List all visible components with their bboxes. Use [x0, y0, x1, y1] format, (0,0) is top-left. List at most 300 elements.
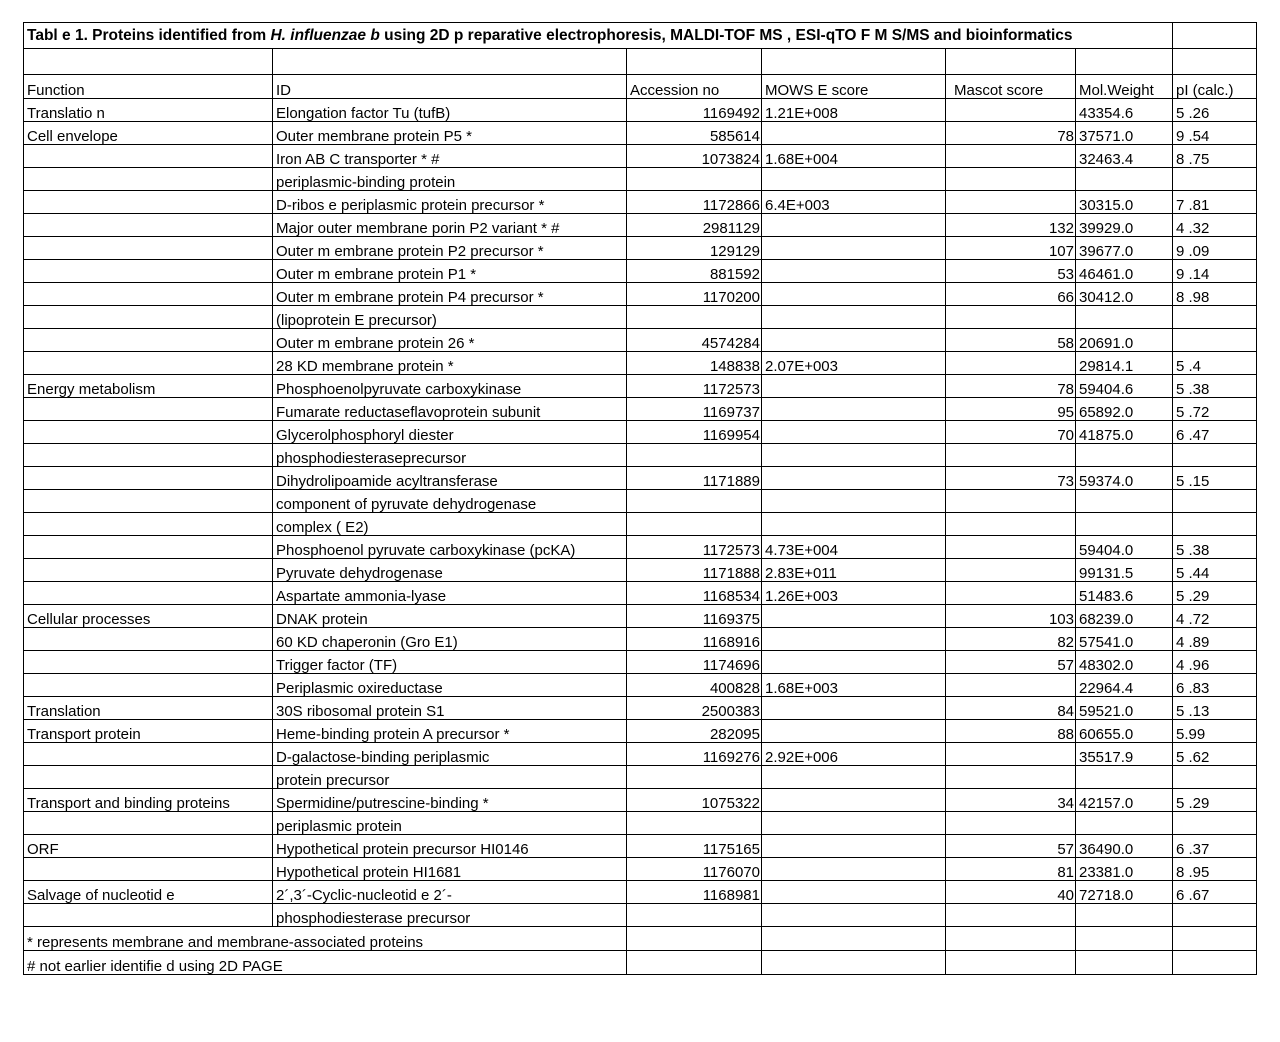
cell-mol-weight: 59404.6 — [1076, 375, 1173, 398]
cell-pi: 6 .37 — [1173, 835, 1257, 858]
cell-pi: 6 .47 — [1173, 421, 1257, 444]
column-header-function: Function — [24, 75, 273, 99]
cell-mowse-score — [762, 260, 946, 283]
cell-mowse-score — [762, 375, 946, 398]
cell-mowse-score — [762, 697, 946, 720]
cell-function: Cell envelope — [24, 122, 273, 145]
cell-mol-weight — [1076, 513, 1173, 536]
cell-mascot-score — [946, 743, 1076, 766]
cell-mascot-score — [946, 145, 1076, 168]
cell-mascot-score: 58 — [946, 329, 1076, 352]
cell-function — [24, 651, 273, 674]
cell-mascot-score — [946, 582, 1076, 605]
cell-accession: 1169492 — [627, 99, 762, 122]
cell-mascot-score: 34 — [946, 789, 1076, 812]
empty-cell — [1076, 927, 1173, 951]
cell-id: component of pyruvate dehydrogenase — [273, 490, 627, 513]
table-row — [24, 122, 1257, 145]
table-row — [24, 260, 1257, 283]
cell-function: Energy metabolism — [24, 375, 273, 398]
cell-mowse-score — [762, 283, 946, 306]
cell-function — [24, 858, 273, 881]
cell-mowse-score — [762, 720, 946, 743]
cell-mascot-score: 95 — [946, 398, 1076, 421]
cell-pi: 4 .89 — [1173, 628, 1257, 651]
title-organism: H. influenzae b — [270, 26, 380, 44]
cell-function — [24, 536, 273, 559]
cell-mowse-score — [762, 628, 946, 651]
empty-cell — [627, 49, 762, 75]
cell-id: Outer membrane protein P5 * — [273, 122, 627, 145]
cell-function — [24, 766, 273, 789]
cell-mol-weight — [1076, 306, 1173, 329]
cell-accession: 1172573 — [627, 375, 762, 398]
cell-accession: 1075322 — [627, 789, 762, 812]
table-row — [24, 214, 1257, 237]
cell-mol-weight — [1076, 812, 1173, 835]
empty-cell — [946, 951, 1076, 975]
cell-pi — [1173, 904, 1257, 927]
cell-mol-weight: 46461.0 — [1076, 260, 1173, 283]
cell-pi: 5 .29 — [1173, 582, 1257, 605]
cell-mascot-score — [946, 674, 1076, 697]
cell-pi: 5 .4 — [1173, 352, 1257, 375]
cell-accession: 282095 — [627, 720, 762, 743]
cell-id: Heme-binding protein A precursor * — [273, 720, 627, 743]
cell-mol-weight: 57541.0 — [1076, 628, 1173, 651]
cell-mol-weight: 43354.6 — [1076, 99, 1173, 122]
cell-mascot-score — [946, 490, 1076, 513]
cell-id: 2´,3´-Cyclic-nucleotid e 2´- — [273, 881, 627, 904]
cell-mol-weight: 68239.0 — [1076, 605, 1173, 628]
cell-function — [24, 559, 273, 582]
cell-pi: 5 .44 — [1173, 559, 1257, 582]
cell-pi: 5 .29 — [1173, 789, 1257, 812]
cell-id: Periplasmic oxireductase — [273, 674, 627, 697]
cell-mowse-score — [762, 766, 946, 789]
column-header-mascot: Mascot score — [946, 75, 1076, 99]
cell-function: Salvage of nucleotid e — [24, 881, 273, 904]
cell-pi: 6 .67 — [1173, 881, 1257, 904]
empty-cell — [1173, 49, 1257, 75]
cell-function — [24, 513, 273, 536]
empty-cell — [1076, 951, 1173, 975]
cell-id: phosphodiesterase precursor — [273, 904, 627, 927]
cell-id: periplasmic-binding protein — [273, 168, 627, 191]
cell-mowse-score: 1.68E+003 — [762, 674, 946, 697]
table-row — [24, 858, 1257, 881]
cell-function — [24, 398, 273, 421]
cell-id: protein precursor — [273, 766, 627, 789]
cell-function: Translatio n — [24, 99, 273, 122]
cell-mascot-score: 40 — [946, 881, 1076, 904]
cell-mascot-score — [946, 191, 1076, 214]
footnote: * represents membrane and membrane-associated proteins — [24, 927, 627, 951]
table-title-row — [24, 23, 1257, 49]
cell-pi: 9 .54 — [1173, 122, 1257, 145]
cell-id: D-ribos e periplasmic protein precursor * — [273, 191, 627, 214]
cell-accession: 1176070 — [627, 858, 762, 881]
cell-mascot-score: 66 — [946, 283, 1076, 306]
cell-mascot-score — [946, 812, 1076, 835]
cell-function — [24, 260, 273, 283]
cell-id: Iron AB C transporter * # — [273, 145, 627, 168]
table-row — [24, 398, 1257, 421]
table-row — [24, 99, 1257, 122]
cell-function — [24, 490, 273, 513]
cell-id: 60 KD chaperonin (Gro E1) — [273, 628, 627, 651]
cell-mol-weight: 42157.0 — [1076, 789, 1173, 812]
cell-mol-weight: 37571.0 — [1076, 122, 1173, 145]
cell-pi: 5 .15 — [1173, 467, 1257, 490]
table-row — [24, 191, 1257, 214]
cell-pi: 9 .09 — [1173, 237, 1257, 260]
cell-id: Outer m embrane protein P4 precursor * — [273, 283, 627, 306]
table-row — [24, 812, 1257, 835]
cell-pi — [1173, 513, 1257, 536]
empty-cell — [627, 951, 762, 975]
column-header-mowse: MOWS E score — [762, 75, 946, 99]
cell-mol-weight: 99131.5 — [1076, 559, 1173, 582]
cell-pi: 5.99 — [1173, 720, 1257, 743]
table-row — [24, 490, 1257, 513]
cell-accession: 1175165 — [627, 835, 762, 858]
protein-table — [23, 22, 1257, 975]
cell-pi: 4 .96 — [1173, 651, 1257, 674]
cell-mascot-score — [946, 536, 1076, 559]
cell-mowse-score — [762, 237, 946, 260]
cell-mowse-score — [762, 214, 946, 237]
cell-mol-weight: 59404.0 — [1076, 536, 1173, 559]
cell-accession: 1171889 — [627, 467, 762, 490]
cell-mascot-score — [946, 559, 1076, 582]
cell-function — [24, 582, 273, 605]
cell-pi: 8 .75 — [1173, 145, 1257, 168]
cell-mol-weight: 59374.0 — [1076, 467, 1173, 490]
cell-id: Outer m embrane protein P1 * — [273, 260, 627, 283]
cell-accession: 1169954 — [627, 421, 762, 444]
cell-mascot-score: 103 — [946, 605, 1076, 628]
table-row — [24, 168, 1257, 191]
empty-cell — [627, 927, 762, 951]
cell-mol-weight: 30315.0 — [1076, 191, 1173, 214]
cell-mowse-score — [762, 467, 946, 490]
cell-mol-weight: 39677.0 — [1076, 237, 1173, 260]
cell-mol-weight — [1076, 766, 1173, 789]
cell-mol-weight: 32463.4 — [1076, 145, 1173, 168]
cell-mascot-score: 88 — [946, 720, 1076, 743]
cell-mowse-score: 6.4E+003 — [762, 191, 946, 214]
table-row — [24, 743, 1257, 766]
cell-accession: 1168534 — [627, 582, 762, 605]
table-row — [24, 766, 1257, 789]
cell-mol-weight: 41875.0 — [1076, 421, 1173, 444]
cell-id: Hypothetical protein HI1681 — [273, 858, 627, 881]
cell-mowse-score — [762, 812, 946, 835]
cell-mascot-score — [946, 168, 1076, 191]
cell-mowse-score — [762, 858, 946, 881]
cell-id: Pyruvate dehydrogenase — [273, 559, 627, 582]
cell-function — [24, 214, 273, 237]
cell-mascot-score: 53 — [946, 260, 1076, 283]
column-header-pi: pI (calc.) — [1173, 75, 1257, 99]
cell-accession: 1168981 — [627, 881, 762, 904]
cell-mascot-score: 81 — [946, 858, 1076, 881]
table-row — [24, 421, 1257, 444]
cell-mowse-score — [762, 881, 946, 904]
cell-mowse-score: 2.83E+011 — [762, 559, 946, 582]
cell-mowse-score — [762, 306, 946, 329]
cell-id: Hypothetical protein precursor HI0146 — [273, 835, 627, 858]
cell-pi: 7 .81 — [1173, 191, 1257, 214]
cell-mowse-score — [762, 168, 946, 191]
table-row — [24, 789, 1257, 812]
column-header-mol-weight: Mol.Weight — [1076, 75, 1173, 99]
cell-mowse-score: 2.92E+006 — [762, 743, 946, 766]
cell-function — [24, 191, 273, 214]
cell-mascot-score — [946, 99, 1076, 122]
cell-mol-weight: 35517.9 — [1076, 743, 1173, 766]
cell-accession: 1168916 — [627, 628, 762, 651]
cell-id: Dihydrolipoamide acyltransferase — [273, 467, 627, 490]
empty-cell — [1076, 49, 1173, 75]
cell-mowse-score: 2.07E+003 — [762, 352, 946, 375]
cell-id: Elongation factor Tu (tufB) — [273, 99, 627, 122]
cell-pi — [1173, 168, 1257, 191]
title-suffix: using 2D p reparative electrophoresis, MALDI-TOF MS , ESI-qTO F M S/MS and bioinformatics — [379, 26, 1073, 44]
empty-cell — [1173, 23, 1257, 49]
table-row — [24, 835, 1257, 858]
cell-accession: 400828 — [627, 674, 762, 697]
cell-mol-weight — [1076, 904, 1173, 927]
empty-cell — [946, 927, 1076, 951]
cell-id: Spermidine/putrescine-binding * — [273, 789, 627, 812]
cell-mol-weight — [1076, 490, 1173, 513]
empty-cell — [1173, 951, 1257, 975]
cell-accession — [627, 513, 762, 536]
table-row — [24, 283, 1257, 306]
title-prefix: Tabl e 1. Proteins identified from — [27, 26, 271, 44]
cell-id: Glycerolphosphoryl diester — [273, 421, 627, 444]
cell-accession: 1174696 — [627, 651, 762, 674]
cell-mol-weight: 30412.0 — [1076, 283, 1173, 306]
table-row — [24, 881, 1257, 904]
cell-function — [24, 628, 273, 651]
cell-accession: 1169737 — [627, 398, 762, 421]
cell-mowse-score — [762, 651, 946, 674]
column-header-accession: Accession no — [627, 75, 762, 99]
cell-mowse-score: 4.73E+004 — [762, 536, 946, 559]
cell-mascot-score: 78 — [946, 375, 1076, 398]
table-row — [24, 513, 1257, 536]
table-row — [24, 651, 1257, 674]
cell-accession — [627, 444, 762, 467]
cell-function — [24, 421, 273, 444]
cell-mascot-score — [946, 444, 1076, 467]
cell-accession: 2981129 — [627, 214, 762, 237]
table-row — [24, 904, 1257, 927]
cell-id: DNAK protein — [273, 605, 627, 628]
cell-accession — [627, 812, 762, 835]
cell-accession: 1171888 — [627, 559, 762, 582]
cell-function — [24, 467, 273, 490]
cell-mol-weight: 59521.0 — [1076, 697, 1173, 720]
cell-id: periplasmic protein — [273, 812, 627, 835]
cell-function — [24, 674, 273, 697]
cell-accession: 585614 — [627, 122, 762, 145]
table-row — [24, 559, 1257, 582]
cell-accession: 2500383 — [627, 697, 762, 720]
cell-pi: 4 .32 — [1173, 214, 1257, 237]
cell-id: (lipoprotein E precursor) — [273, 306, 627, 329]
empty-cell — [24, 49, 273, 75]
cell-pi — [1173, 766, 1257, 789]
cell-function — [24, 145, 273, 168]
cell-mowse-score — [762, 605, 946, 628]
cell-function — [24, 444, 273, 467]
empty-cell — [762, 49, 946, 75]
cell-id: D-galactose-binding periplasmic — [273, 743, 627, 766]
cell-function — [24, 904, 273, 927]
cell-id: complex ( E2) — [273, 513, 627, 536]
cell-mowse-score — [762, 421, 946, 444]
cell-accession: 1170200 — [627, 283, 762, 306]
cell-mascot-score: 84 — [946, 697, 1076, 720]
cell-mascot-score — [946, 306, 1076, 329]
cell-accession: 148838 — [627, 352, 762, 375]
cell-id: Major outer membrane porin P2 variant * # — [273, 214, 627, 237]
cell-id: 30S ribosomal protein S1 — [273, 697, 627, 720]
cell-mowse-score — [762, 490, 946, 513]
cell-mol-weight: 51483.6 — [1076, 582, 1173, 605]
cell-function: Cellular processes — [24, 605, 273, 628]
cell-pi: 5 .38 — [1173, 375, 1257, 398]
cell-id: Phosphoenol pyruvate carboxykinase (pcKA) — [273, 536, 627, 559]
cell-mowse-score — [762, 904, 946, 927]
header-row — [24, 75, 1257, 99]
cell-accession: 4574284 — [627, 329, 762, 352]
cell-mowse-score — [762, 122, 946, 145]
footnote-row — [24, 951, 1257, 975]
cell-mowse-score — [762, 835, 946, 858]
cell-mol-weight: 23381.0 — [1076, 858, 1173, 881]
cell-function — [24, 237, 273, 260]
cell-mowse-score — [762, 513, 946, 536]
table-row — [24, 628, 1257, 651]
cell-id: 28 KD membrane protein * — [273, 352, 627, 375]
cell-id: Outer m embrane protein P2 precursor * — [273, 237, 627, 260]
cell-pi — [1173, 306, 1257, 329]
blank-row — [24, 49, 1257, 75]
cell-mascot-score — [946, 513, 1076, 536]
table-row — [24, 352, 1257, 375]
table-title — [24, 23, 1173, 49]
cell-mol-weight: 20691.0 — [1076, 329, 1173, 352]
cell-pi: 5 .62 — [1173, 743, 1257, 766]
table-row — [24, 237, 1257, 260]
cell-id: Aspartate ammonia-lyase — [273, 582, 627, 605]
cell-function — [24, 352, 273, 375]
cell-function: Transport protein — [24, 720, 273, 743]
cell-accession: 1073824 — [627, 145, 762, 168]
cell-pi: 9 .14 — [1173, 260, 1257, 283]
cell-id: Phosphoenolpyruvate carboxykinase — [273, 375, 627, 398]
table-row — [24, 306, 1257, 329]
cell-function: ORF — [24, 835, 273, 858]
cell-function — [24, 743, 273, 766]
column-header-id: ID — [273, 75, 627, 99]
cell-mascot-score: 132 — [946, 214, 1076, 237]
cell-mowse-score: 1.26E+003 — [762, 582, 946, 605]
cell-mascot-score — [946, 352, 1076, 375]
cell-function: Translation — [24, 697, 273, 720]
cell-function — [24, 329, 273, 352]
cell-accession — [627, 766, 762, 789]
cell-mowse-score — [762, 398, 946, 421]
cell-pi — [1173, 490, 1257, 513]
cell-pi: 5 .26 — [1173, 99, 1257, 122]
cell-mascot-score: 107 — [946, 237, 1076, 260]
cell-pi: 6 .83 — [1173, 674, 1257, 697]
cell-pi: 8 .98 — [1173, 283, 1257, 306]
cell-mol-weight — [1076, 168, 1173, 191]
cell-accession: 1172866 — [627, 191, 762, 214]
cell-function — [24, 306, 273, 329]
table-row — [24, 145, 1257, 168]
cell-accession: 1169276 — [627, 743, 762, 766]
empty-cell — [762, 927, 946, 951]
cell-mascot-score: 57 — [946, 651, 1076, 674]
footnote: # not earlier identifie d using 2D PAGE — [24, 951, 627, 975]
cell-function — [24, 283, 273, 306]
cell-mol-weight — [1076, 444, 1173, 467]
footnote-row — [24, 927, 1257, 951]
cell-mascot-score: 82 — [946, 628, 1076, 651]
cell-mol-weight: 29814.1 — [1076, 352, 1173, 375]
cell-accession: 1172573 — [627, 536, 762, 559]
cell-mascot-score — [946, 904, 1076, 927]
cell-function — [24, 812, 273, 835]
cell-accession — [627, 904, 762, 927]
cell-mascot-score: 70 — [946, 421, 1076, 444]
cell-mowse-score — [762, 789, 946, 812]
cell-pi: 8 .95 — [1173, 858, 1257, 881]
cell-mol-weight: 60655.0 — [1076, 720, 1173, 743]
table-row — [24, 444, 1257, 467]
cell-pi: 5 .13 — [1173, 697, 1257, 720]
empty-cell — [273, 49, 627, 75]
cell-mol-weight: 39929.0 — [1076, 214, 1173, 237]
table-row — [24, 536, 1257, 559]
cell-mowse-score: 1.68E+004 — [762, 145, 946, 168]
cell-pi — [1173, 812, 1257, 835]
cell-pi: 5 .38 — [1173, 536, 1257, 559]
cell-mascot-score: 57 — [946, 835, 1076, 858]
cell-id: phosphodiesteraseprecursor — [273, 444, 627, 467]
table-row — [24, 467, 1257, 490]
cell-id: Fumarate reductaseflavoprotein subunit — [273, 398, 627, 421]
table-row — [24, 375, 1257, 398]
cell-accession — [627, 490, 762, 513]
table-row — [24, 605, 1257, 628]
cell-pi — [1173, 329, 1257, 352]
cell-mascot-score — [946, 766, 1076, 789]
table-row — [24, 674, 1257, 697]
cell-mascot-score: 73 — [946, 467, 1076, 490]
cell-function: Transport and binding proteins — [24, 789, 273, 812]
cell-mowse-score — [762, 329, 946, 352]
cell-mol-weight: 22964.4 — [1076, 674, 1173, 697]
